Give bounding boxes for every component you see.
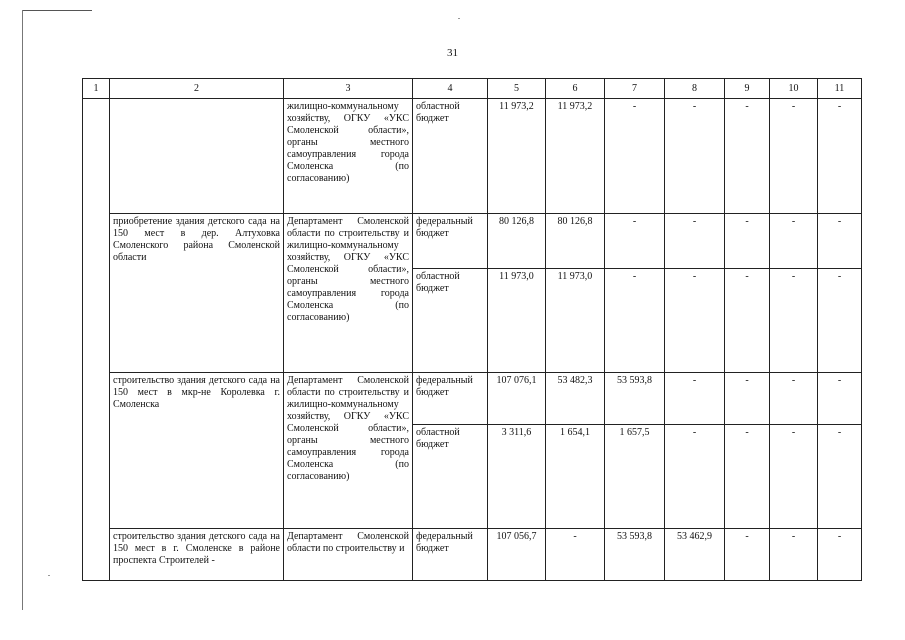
value-cell: - [770,269,818,373]
value-cell: - [818,373,862,425]
table-row [83,99,862,214]
value-cell: - [665,99,725,214]
funding-source-cell: областной бюджет [413,425,488,529]
value-cell: 53 482,3 [546,373,605,425]
table-row [83,373,862,425]
table-row [83,214,862,269]
value-cell: - [818,425,862,529]
header-cell: 9 [725,79,770,99]
value-cell: - [818,214,862,269]
header-cell: 11 [818,79,862,99]
column-1-cell [83,99,110,581]
header-cell: 1 [83,79,110,99]
funding-source-cell: федеральный бюджет [413,529,488,581]
value-cell: - [605,99,665,214]
responsible-cell: Департамент Смоленской области по строительству и жилищно-коммунальному хозяйству, ОГКУ «УКС Смоленской области», органы местного самоуправления города Смоленска (по согласованию) [284,373,413,529]
header-cell: 3 [284,79,413,99]
value-cell: - [770,373,818,425]
header-row [83,79,862,99]
value-cell: 107 056,7 [488,529,546,581]
value-cell: - [770,214,818,269]
object-cell [110,99,284,214]
value-cell: 11 973,0 [488,269,546,373]
scan-speck [458,18,460,19]
value-cell: - [725,373,770,425]
header-cell: 6 [546,79,605,99]
value-cell: 53 593,8 [605,373,665,425]
value-cell: 107 076,1 [488,373,546,425]
value-cell: - [725,529,770,581]
value-cell: 80 126,8 [488,214,546,269]
header-cell: 2 [110,79,284,99]
value-cell: - [605,214,665,269]
value-cell: - [725,425,770,529]
value-cell: - [665,373,725,425]
value-cell: 53 462,9 [665,529,725,581]
value-cell: - [770,529,818,581]
value-cell: - [725,99,770,214]
value-cell: - [818,269,862,373]
value-cell: 11 973,2 [488,99,546,214]
page-number: 31 [447,47,458,59]
value-cell: 1 657,5 [605,425,665,529]
header-cell: 10 [770,79,818,99]
header-cell: 4 [413,79,488,99]
value-cell: - [665,214,725,269]
table-row [83,529,862,581]
object-cell: строительство здания детского сада на 150 мест в мкр-не Королевка г. Смоленска [110,373,284,529]
responsible-cell: Департамент Смоленской области по строительству и жилищно-коммунальному хозяйству, ОГКУ «УКС Смоленской области», органы местного самоуправления города Смоленска (по согласованию) [284,214,413,373]
value-cell: - [665,425,725,529]
value-cell: - [818,99,862,214]
header-cell: 7 [605,79,665,99]
value-cell: - [665,269,725,373]
value-cell: - [818,529,862,581]
header-cell: 5 [488,79,546,99]
object-cell: строительство здания детского сада на 150 мест в г. Смоленске в районе проспекта Строителей - [110,529,284,581]
value-cell: - [725,214,770,269]
budget-table [82,78,862,581]
value-cell: - [770,99,818,214]
funding-source-cell: федеральный бюджет [413,214,488,269]
funding-source-cell: областной бюджет [413,269,488,373]
value-cell: - [546,529,605,581]
value-cell: - [605,269,665,373]
value-cell: 3 311,6 [488,425,546,529]
value-cell: - [770,425,818,529]
value-cell: 11 973,0 [546,269,605,373]
funding-source-cell: областной бюджет [413,99,488,214]
responsible-cell: Департамент Смоленской области по строительству и [284,529,413,581]
value-cell: 11 973,2 [546,99,605,214]
value-cell: - [725,269,770,373]
value-cell: 53 593,8 [605,529,665,581]
scan-edge-top [22,10,92,11]
value-cell: 1 654,1 [546,425,605,529]
scan-speck [48,575,50,576]
header-cell: 8 [665,79,725,99]
funding-source-cell: федеральный бюджет [413,373,488,425]
responsible-cell: жилищно-коммунальному хозяйству, ОГКУ «УКС Смоленской области», органы местного самоуправления города Смоленска (по согласованию) [284,99,413,214]
value-cell: 80 126,8 [546,214,605,269]
object-cell: приобретение здания детского сада на 150 мест в дер. Алтуховка Смоленского района Смоленской области [110,214,284,373]
scan-edge-left [22,10,23,610]
